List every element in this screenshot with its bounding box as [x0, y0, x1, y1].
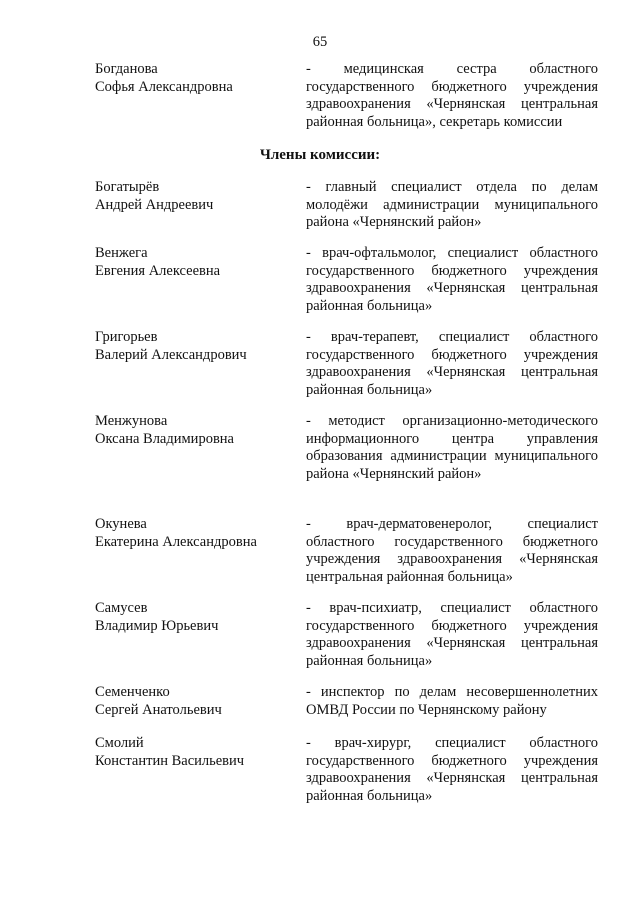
person-name	[95, 413, 295, 448]
person-role: - врач-офтальмолог, специалист областного государственного бюджетного учреждения здравоохранения «Чернянская центральная районная больница»	[306, 245, 598, 314]
person-name	[95, 179, 295, 214]
person-given-names: Андрей Андреевич	[95, 196, 214, 213]
person-surname: Окунева	[95, 516, 147, 532]
person-given-names: Сергей Анатольевич	[95, 701, 222, 718]
person-role: - методист организационно-методического информационного центра управления образования администрации муниципального района «Чернянский район»	[306, 413, 598, 482]
person-surname: Богатырёв	[95, 179, 160, 195]
person-name	[95, 329, 295, 364]
person-role: - врач-терапевт, специалист областного государственного бюджетного учреждения здравоохранения «Чернянская центральная районная больница»	[306, 329, 598, 398]
person-surname: Богданова	[95, 61, 158, 77]
person-given-names: Валерий Александрович	[95, 346, 247, 363]
person-role: - врач-психиатр, специалист областного государственного бюджетного учреждения здравоохранения «Чернянская центральная районная больница»	[306, 600, 598, 669]
person-name	[95, 61, 295, 96]
members-heading: Члены комиссии:	[259, 147, 381, 163]
person-name	[95, 684, 295, 719]
page-number: 65	[312, 34, 328, 50]
person-role: - инспектор по делам несовершеннолетних ОМВД России по Чернянскому району	[306, 684, 598, 718]
person-given-names: Евгения Алексеевна	[95, 262, 221, 279]
person-surname: Венжега	[95, 245, 148, 261]
person-surname: Самусев	[95, 600, 148, 616]
person-role: - врач-хирург, специалист областного государственного бюджетного учреждения здравоохранения «Чернянская центральная районная больница»	[306, 735, 598, 804]
person-role: - врач-дерматовенеролог, специалист областного государственного бюджетного учреждения здравоохранения «Чернянская центральная районная больница»	[306, 516, 598, 585]
person-role: - главный специалист отдела по делам молодёжи администрации муниципального района «Чернянский район»	[306, 179, 598, 230]
person-name	[95, 516, 295, 551]
person-role: - медицинская сестра областного государственного бюджетного учреждения здравоохранения «Чернянская центральная районная больница», секретарь комиссии	[306, 61, 598, 130]
person-surname: Смолий	[95, 735, 144, 751]
person-given-names: Владимир Юрьевич	[95, 617, 219, 634]
person-surname: Григорьев	[95, 329, 158, 345]
person-name	[95, 735, 295, 770]
person-name	[95, 600, 295, 635]
person-surname: Семенченко	[95, 684, 170, 700]
person-given-names: Екатерина Александровна	[95, 533, 257, 550]
person-given-names: Константин Васильевич	[95, 752, 245, 769]
person-surname: Менжунова	[95, 413, 168, 429]
person-given-names: Оксана Владимировна	[95, 430, 234, 447]
person-given-names: Софья Александровна	[95, 78, 233, 95]
person-name	[95, 245, 295, 280]
